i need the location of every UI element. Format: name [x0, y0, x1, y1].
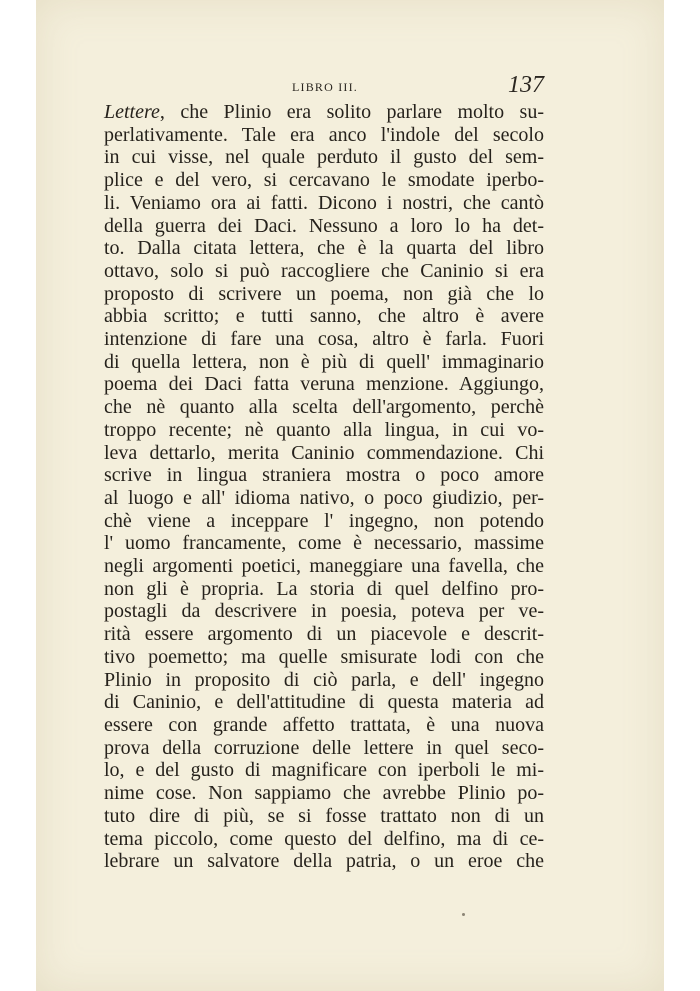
text-line: perlativamente. Tale era anco l'indole del secolo [104, 123, 544, 146]
text-line: troppo recente; nè quanto alla lingua, in cui vo- [104, 418, 544, 441]
text-line: lo, e del gusto di magnificare con iperboli le mi- [104, 759, 544, 782]
text-line: essere con grande affetto trattata, è una nuova [104, 713, 544, 736]
text-line: nime cose. Non sappiamo che avrebbe Plinio po- [104, 782, 544, 805]
text-line: plice e del vero, si cercavano le smodate iperbo- [104, 169, 544, 192]
running-head: LIBRO III. [292, 80, 358, 94]
text-line: tivo poemetto; ma quelle smisurate lodi con che [104, 645, 544, 668]
text-line: chè viene a inceppare l' ingegno, non potendo [104, 509, 544, 532]
page-header [104, 72, 544, 102]
text-line: di Caninio, e dell'attitudine di questa materia ad [104, 691, 544, 714]
text-line: negli argomenti poetici, maneggiare una favella, che [104, 555, 544, 578]
text-line: abbia scritto; e tutti sanno, che altro è avere [104, 305, 544, 328]
text-line: lebrare un salvatore della patria, o un eroe che [104, 850, 544, 873]
text-line: proposto di scrivere un poema, non già che lo [104, 282, 544, 305]
text-line: l' uomo francamente, come è necessario, massime [104, 532, 544, 555]
page-number: 137 [508, 72, 544, 98]
text-line: che nè quanto alla scelta dell'argomento, perchè [104, 396, 544, 419]
text-line: tema piccolo, come questo del delfino, ma di ce- [104, 827, 544, 850]
text-line: to. Dalla citata lettera, che è la quarta del libro [104, 237, 544, 260]
text-line: della guerra dei Daci. Nessuno a loro lo ha det- [104, 214, 544, 237]
text-line: Plinio in proposito di ciò parla, e dell' ingegno [104, 668, 544, 691]
italic-word: Lettere [104, 101, 160, 123]
text-line: in cui visse, nel quale perduto il gusto del sem- [104, 146, 544, 169]
text-line: di quella lettera, non è più di quell' immaginario [104, 350, 544, 373]
text-line: al luogo e all' idioma nativo, o poco giudizio, per- [104, 486, 544, 509]
text-line: Lettere, che Plinio era solito parlare molto su- [104, 101, 544, 123]
text-line: tuto dire di più, se si fosse trattato non di un [104, 804, 544, 827]
text-line: postagli da descrivere in poesia, poteva per ve- [104, 600, 544, 623]
text-line: rità essere argomento di un piacevole e descrit- [104, 623, 544, 646]
text-line: intenzione di fare una cosa, altro è farla. Fuori [104, 328, 544, 351]
text-line: scrive in lingua straniera mostra o poco amore [104, 464, 544, 487]
text-line: non gli è propria. La storia di quel delfino pro- [104, 577, 544, 600]
text-line: leva dettarlo, merita Caninio commendazione. Chi [104, 441, 544, 464]
paper-speck [462, 913, 465, 916]
text-line: li. Veniamo ora ai fatti. Dicono i nostri, che cantò [104, 191, 544, 214]
body-text [104, 101, 544, 873]
text-line: poema dei Daci fatta veruna menzione. Aggiungo, [104, 373, 544, 396]
text-line: prova della corruzione delle lettere in quel seco- [104, 736, 544, 759]
text-line: ottavo, solo si può raccogliere che Caninio si era [104, 259, 544, 282]
